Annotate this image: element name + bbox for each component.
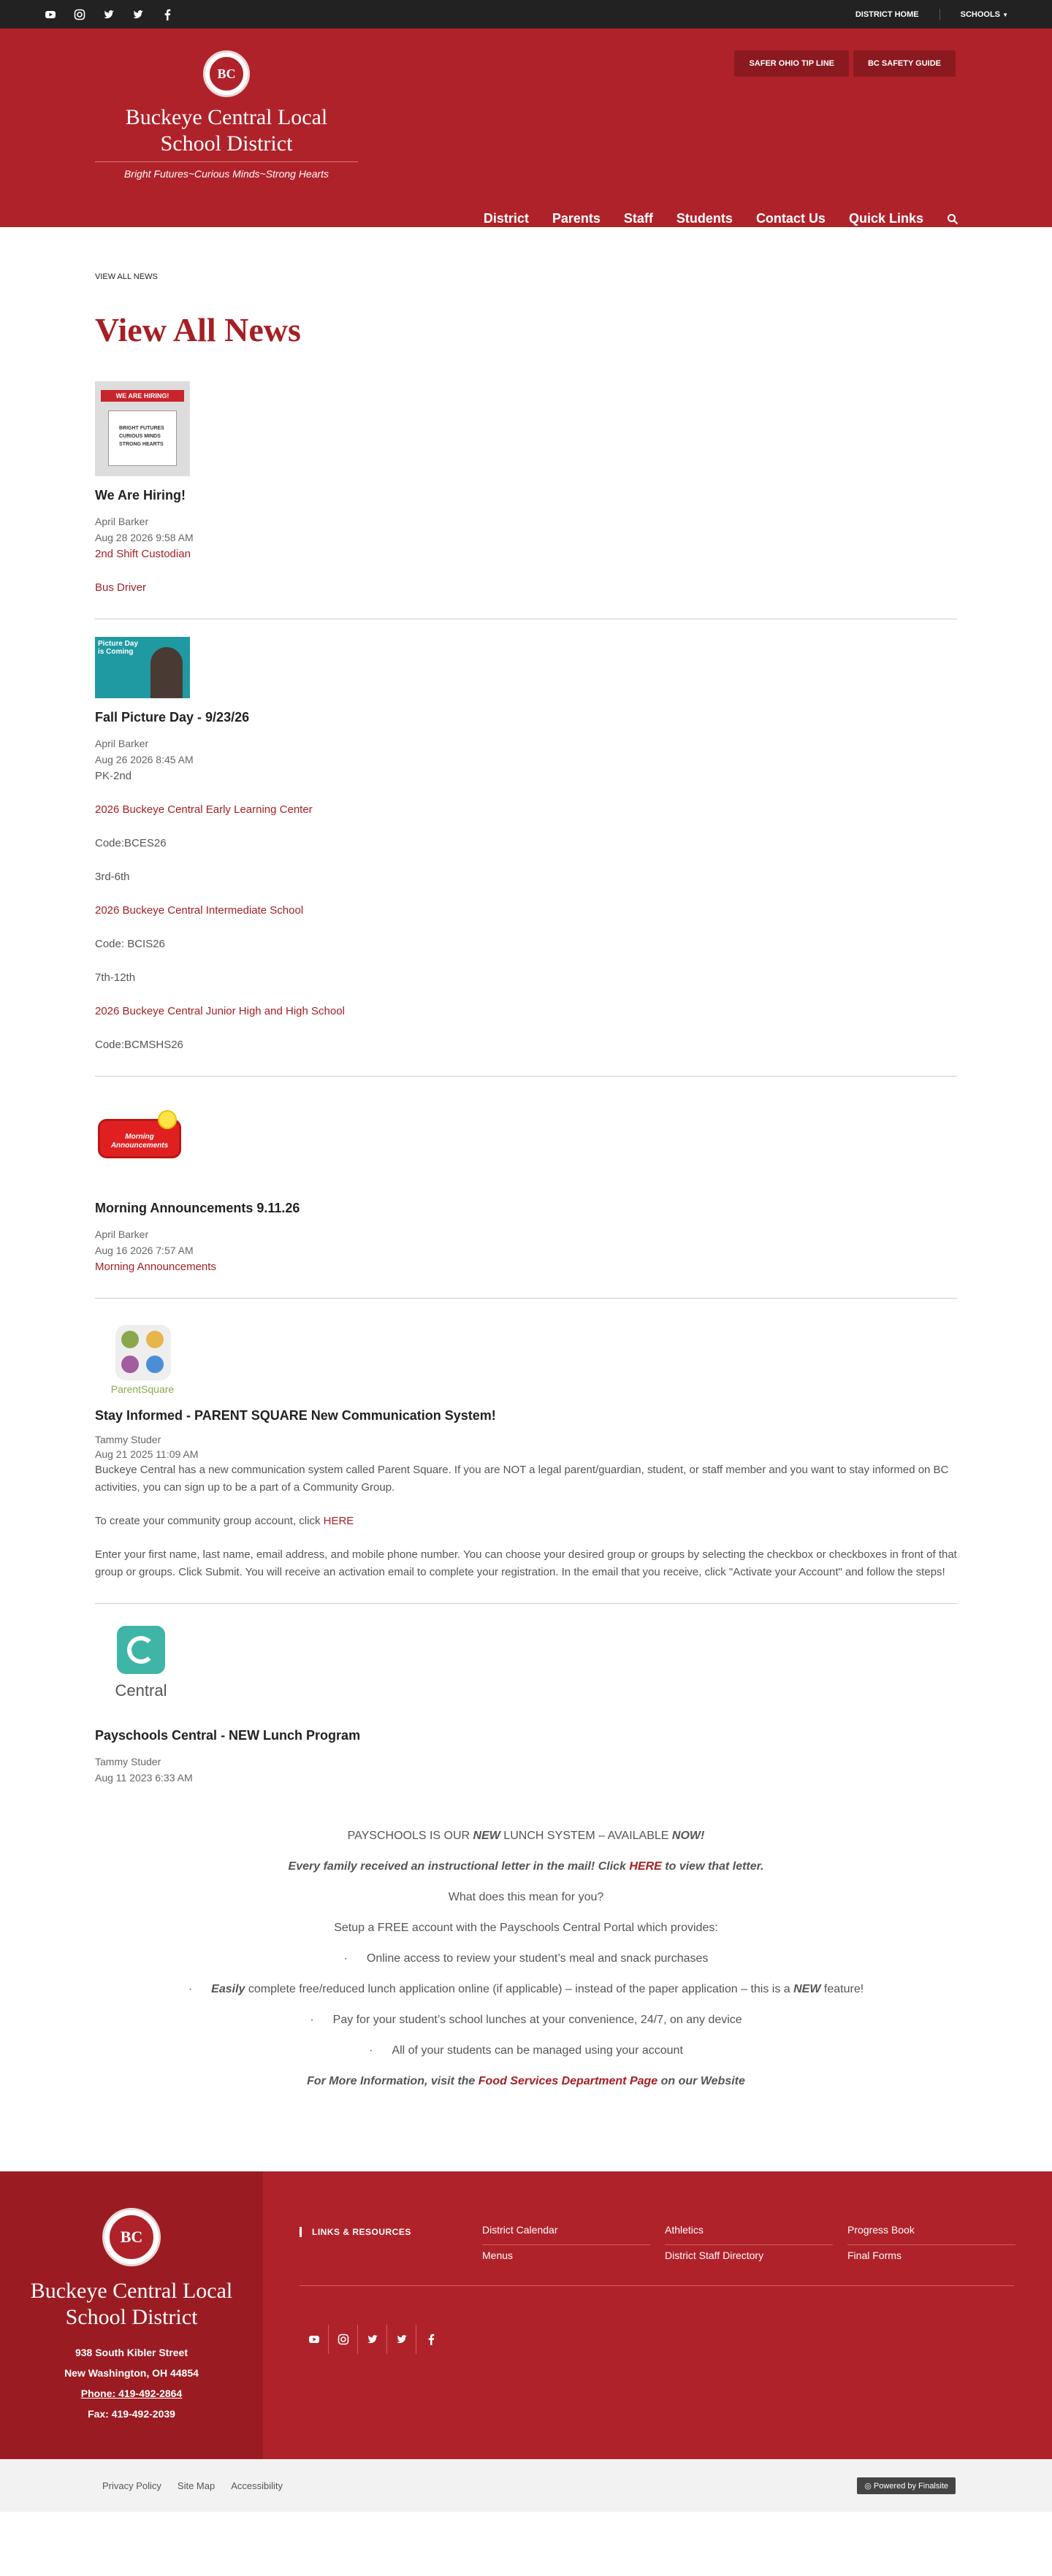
post-meta [95,513,957,546]
logo-dot [121,1356,139,1373]
final-forms-link[interactable]: Final Forms [847,2250,902,2261]
district-logo[interactable] [95,50,358,180]
post-line [95,2075,957,2088]
schools-dropdown[interactable] [961,10,1008,19]
grade-label: 3rd-6th [95,871,130,883]
district-calendar-link[interactable]: District Calendar [482,2220,650,2245]
sun-icon [158,1110,177,1129]
news-post [95,1299,957,1604]
main-content [0,227,1052,2128]
payschools-logo [117,1626,165,1674]
post-date: Aug 26 2026 8:45 AM [95,754,194,765]
city-state-zip: New Washington, OH 44854 [64,2367,199,2379]
divider [939,9,940,20]
nav-quick-links[interactable]: Quick Links [848,211,923,226]
chevron-down-icon: ▼ [1002,11,1008,18]
post-paragraph: Enter your first name, last name, email address, and mobile phone number. You can choose your desired group or groups by selecting the checkbox or checkboxes in front of that group or groups. Click Submit. You will receive an activation email to complete your registration. In the email that you receive, click "Activate your Account" and follow the steps! [95,1548,957,1578]
post-paragraph: Buckeye Central has a new communication system called Parent Square. If you are NOT a legal parent/guardian, student, or staff member and you want to stay informed on BC activities, you can sign up to be a part of a Community Group. [95,1464,949,1494]
junior-high-link[interactable]: 2026 Buckeye Central Junior High and High School [95,1005,345,1017]
header-buttons [734,50,956,77]
footer-district-info [0,2171,263,2459]
privacy-policy-link[interactable]: Privacy Policy [102,2480,161,2491]
district-tagline: Bright Futures~Curious Minds~Strong Hearts [95,161,358,180]
bullet-line [95,2044,957,2057]
youtube-icon[interactable] [300,2325,329,2354]
post-body [95,1830,957,2088]
main-navigation [484,211,958,226]
fax-number: Fax: 419-492-2039 [88,2408,175,2420]
post-title[interactable]: Morning Announcements 9.11.26 [95,1201,300,1215]
nav-contact-us[interactable]: Contact Us [755,211,826,226]
bullet-icon: · [310,2014,314,2026]
picture-day-text: Picture Day is Coming [98,640,139,656]
post-line: Setup a FREE account with the Payschools Central Portal which provides: [334,1922,718,1934]
community-signup-link[interactable]: HERE [323,1515,354,1527]
nav-parents[interactable]: Parents [552,211,601,226]
line-text: on our Website [658,2075,745,2087]
post-date: Aug 28 2026 9:58 AM [95,532,194,543]
thumb-line: BRIGHT FUTURES [119,426,164,431]
emphasis-text: Easily [211,1983,245,1995]
twitter-icon[interactable] [358,2325,387,2354]
line-text: All of your students can be managed using your account [392,2044,683,2057]
line-text: For More Information, visit the [307,2075,479,2087]
early-learning-link[interactable]: 2026 Buckeye Central Early Learning Center [95,803,313,816]
custodian-link[interactable]: 2nd Shift Custodian [95,548,191,560]
post-line [95,1830,957,1843]
twitter-icon[interactable] [132,8,145,21]
post-author: April Barker [95,738,149,749]
schools-label: SCHOOLS [960,9,1001,19]
bullet-line [95,2014,957,2027]
grade-label: PK-2nd [95,770,132,782]
post-thumbnail[interactable] [95,1094,190,1189]
district-home-link[interactable]: DISTRICT HOME [855,9,919,19]
bullet-icon: · [188,1983,193,1995]
payschools-wordmark: Central [115,1681,167,1700]
post-body [95,768,957,1054]
instagram-icon[interactable] [329,2325,358,2354]
legal-links [102,2480,283,2491]
powered-label: Powered by Finalsite [873,2481,948,2491]
news-post [95,1077,957,1299]
post-date: Aug 21 2025 11:09 AM [95,1448,199,1460]
utility-bar [0,0,1052,28]
emphasis-text: NOW! [671,1830,705,1842]
post-body [95,1258,957,1276]
post-author: April Barker [95,1228,149,1240]
safer-ohio-tip-line-button[interactable]: SAFER OHIO TIP LINE [734,50,849,77]
post-meta [95,735,957,768]
nav-students[interactable]: Students [676,211,733,226]
footer-social-links [300,2325,446,2354]
post-thumbnail[interactable] [95,1316,190,1396]
announcements-logo-text: Morning Announcements [110,1133,169,1150]
powered-by-finalsite-badge[interactable] [857,2477,956,2494]
line-text: feature! [820,1983,864,1995]
district-staff-directory-link[interactable]: District Staff Directory [665,2250,764,2261]
logo-dot [121,1331,139,1348]
district-seal [203,50,250,97]
post-title[interactable]: We Are Hiring! [95,488,186,502]
letter-link[interactable]: HERE [629,1860,662,1873]
news-post [95,1604,957,2128]
hiring-banner: WE ARE HIRING! [101,390,184,402]
line-text: complete free/reduced lunch application online (if applicable) – instead of the paper application – this is a [245,1983,794,1995]
code-text: Code:BCES26 [95,837,167,849]
bc-safety-guide-button[interactable]: BC SAFETY GUIDE [853,50,956,77]
district-seal[interactable] [102,2208,161,2266]
news-post [95,619,957,1077]
page-title: View All News [95,311,301,348]
hiring-card [108,410,177,466]
code-text: Code:BCMSHS26 [95,1039,183,1051]
photographer-figure [150,647,183,698]
post-thumbnail[interactable] [95,1621,190,1716]
line-text: Online access to review your student’s meal and snack purchases [366,1952,709,1965]
parentsquare-logo [115,1325,171,1380]
parentsquare-wordmark: ParentSquare [110,1383,175,1395]
post-date: Aug 16 2026 7:57 AM [95,1245,194,1256]
news-post [95,381,957,619]
menus-link[interactable]: Menus [482,2250,514,2261]
line-text: Every family received an instructional letter in the mail! Click [288,1860,630,1873]
code-text: Code: BCIS26 [95,938,165,950]
seal-letters: BC [208,56,245,92]
line-text: to view that letter. [661,1860,764,1873]
post-title[interactable]: Fall Picture Day - 9/23/26 [95,710,250,725]
post-meta [95,1754,957,1786]
accessibility-link[interactable]: Accessibility [231,2480,283,2491]
post-body [95,546,957,597]
bus-driver-link[interactable]: Bus Driver [95,581,147,594]
twitter-icon[interactable] [387,2325,416,2354]
logo-dot [146,1356,164,1373]
post-title[interactable]: Stay Informed - PARENT SQUARE New Communication System! [95,1408,496,1423]
grade-label: 7th-12th [95,971,136,984]
logo-mark [127,1636,155,1664]
site-header [0,28,1052,227]
post-body [95,1461,957,1581]
social-links [44,8,174,21]
breadcrumb[interactable]: VIEW ALL NEWS [95,272,158,281]
line-text: PAYSCHOOLS IS OUR [347,1830,473,1842]
post-author: Tammy Studer [95,1756,161,1767]
instagram-icon[interactable] [73,8,86,21]
thumb-line: STRONG HEARTS [119,442,164,447]
district-name: Buckeye Central Local School District [125,105,328,156]
paragraph-text: To create your community group account, click [95,1515,324,1527]
post-paragraph [95,1513,957,1530]
morning-announcements-link[interactable]: Morning Announcements [95,1261,216,1273]
emphasis-text: NEW [793,1983,821,1995]
line-text: Pay for your student’s school lunches at your convenience, 24/7, on any device [332,2014,742,2026]
emphasis-text: NEW [473,1830,500,1842]
phone-link[interactable]: Phone: 419-492-2864 [80,2388,183,2399]
footer-district-name: Buckeye Central Local School District [30,2279,233,2329]
thumb-line: CURIOUS MINDS [119,434,161,439]
footer-address [0,2342,263,2424]
links-resources-heading: LINKS & RESOURCES [300,2227,411,2237]
post-meta [95,1226,957,1258]
facebook-icon[interactable] [416,2325,446,2354]
nav-staff[interactable]: Staff [623,211,653,226]
divider [300,2285,1014,2286]
post-author: Tammy Studer [95,1434,161,1445]
seal-letters: BC [108,2214,155,2260]
bullet-icon: · [369,2044,373,2057]
search-icon[interactable] [947,213,958,225]
youtube-icon[interactable] [44,8,57,21]
progress-book-link[interactable]: Progress Book [847,2220,1015,2245]
post-thumbnail[interactable] [95,381,190,476]
post-title[interactable]: Payschools Central - NEW Lunch Program [95,1728,361,1743]
site-footer [0,2171,1052,2459]
logo-dot [146,1331,164,1348]
food-services-link[interactable]: Food Services Department Page [478,2075,658,2087]
facebook-icon[interactable] [161,8,174,21]
bullet-icon: · [343,1952,348,1965]
athletics-link[interactable]: Athletics [665,2220,833,2245]
post-line [95,1860,957,1873]
site-map-link[interactable]: Site Map [177,2480,216,2491]
post-line: What does this mean for you? [448,1891,604,1903]
bottom-bar [0,2459,1052,2512]
post-date: Aug 11 2023 6:33 AM [95,1772,193,1784]
finalsite-icon: ◎ [864,2481,872,2491]
street-address: 938 South Kibler Street [75,2347,188,2358]
post-author: April Barker [95,516,149,527]
post-thumbnail[interactable] [95,637,190,698]
bullet-line [95,1952,957,1965]
bullet-line [95,1983,957,1996]
nav-district[interactable]: District [483,211,529,226]
footer-links [482,2220,1015,2270]
utility-links [855,9,1008,20]
line-text: LUNCH SYSTEM – AVAILABLE [500,1830,672,1842]
intermediate-link[interactable]: 2026 Buckeye Central Intermediate School [95,904,304,917]
post-meta [95,1432,957,1461]
twitter-icon[interactable] [102,8,115,21]
